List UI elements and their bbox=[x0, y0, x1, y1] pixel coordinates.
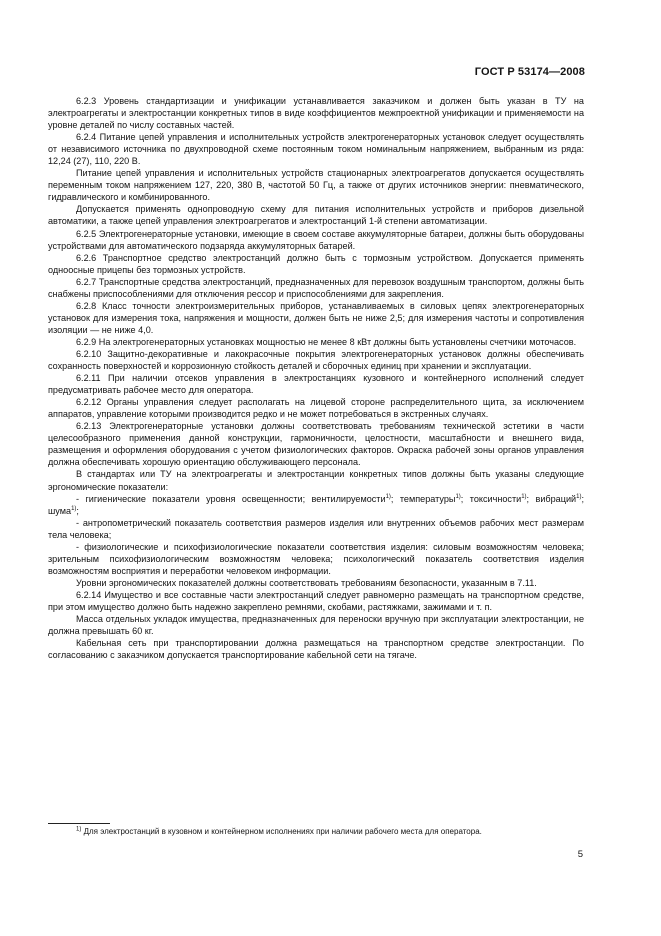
footnote-ref: 1) bbox=[576, 493, 582, 500]
footnote-ref: 1) bbox=[455, 493, 461, 500]
hygienic-text-a: - гигиенические показатели уровня освещенности; вентилируемости bbox=[76, 493, 386, 504]
paragraph-6-2-3: 6.2.3 Уровень стандартизации и унификации устанавливается заказчиком и должен быть указан в ТУ на электроагрегаты и электростанции конкретных типов в виде коэффициентов межпроектной унификации и применяемости на уровне деталей по числу составных частей. bbox=[48, 96, 584, 131]
list-item-hygienic bbox=[48, 493, 584, 517]
paragraph-ergonomic-levels: Уровни эргономических показателей должны соответствовать требованиям безопасности, указанным в 7.11. bbox=[76, 577, 537, 588]
footnote-text: Для электростанций в кузовном и контейнерном исполнениях при наличии рабочего места для оператора. bbox=[81, 827, 482, 836]
list-item-anthropometric: - антропометрический показатель соответствия размеров изделия или внутренних объемов рабочих мест размерам тела человека; bbox=[48, 517, 584, 540]
footnote-divider bbox=[48, 823, 110, 824]
paragraph-6-2-12: 6.2.12 Органы управления следует располагать на лицевой стороне распределительного щита, за исключением аппаратов, управление которыми производится редко и не может потребоваться в экстренных случаях. bbox=[48, 397, 584, 420]
paragraph-6-2-13: 6.2.13 Электрогенераторные установки должны соответствовать требованиям технической эстетики в части целесообразного применения данной конструкции, гармоничности, целостности, масштабности и внешнего вида, размещения и оформления оборудования с учетом физиологических факторов. Окраска рабочей зоны органов управления должна обеспечивать хорошую ориентацию обслуживающего персонала. bbox=[48, 421, 584, 468]
paragraph-ac-power: Питание цепей управления и исполнительных устройств стационарных электроагрегатов допускается осуществлять переменным током напряжением 127, 220, 380 В, частотой 50 Гц, а также от других источников энергии: пневматического, гидравлического и комбинированного. bbox=[48, 168, 584, 203]
document-body bbox=[48, 95, 584, 661]
list-item-physiological: - физиологические и психофизиологические показатели соответствия изделия: силовым возможностям человека; зрительным психофизиологическим возможностям человека; психологический показатель соответствия изделия возможностям восприятия и переработки человеком информации. bbox=[48, 541, 584, 576]
paragraph-single-wire: Допускается применять однопроводную схему для питания исполнительных устройств и приборов дизельной автоматики, а также цепей управления электроагрегатов и электростанций 1-й степени автоматизации. bbox=[48, 204, 584, 227]
paragraph-6-2-10: 6.2.10 Защитно-декоративные и лакокрасочные покрытия электрогенераторных установок должны обеспечивать сохранность поверхностей и коррозионную стойкость деталей и сборочных единиц при хранении и эксплуатации. bbox=[48, 348, 584, 372]
paragraph-6-2-9: 6.2.9 На электрогенераторных установках мощностью не менее 8 кВт должны быть установлены счетчики моточасов. bbox=[76, 336, 577, 347]
paragraph-mass: Масса отдельных укладок имущества, предназначенных для переноски вручную при эксплуатации электростанции, не должна превышать 60 кг. bbox=[48, 614, 584, 637]
footnote bbox=[76, 827, 584, 837]
footnote-ref: 1) bbox=[71, 505, 77, 512]
hygienic-text-c: ; токсичности bbox=[460, 493, 522, 504]
paragraph-6-2-5: 6.2.5 Электрогенераторные установки, имеющие в своем составе аккумуляторные батареи, должны быть оборудованы устройствами для автоматического подзаряда аккумуляторных батарей. bbox=[48, 228, 584, 251]
hygienic-text-b: ; температуры bbox=[390, 493, 456, 504]
hygienic-text-e: ; шума bbox=[48, 493, 584, 516]
standard-header: ГОСТ Р 53174—2008 bbox=[474, 66, 585, 78]
paragraph-6-2-7: 6.2.7 Транспортные средства электростанций, предназначенных для перевозок воздушным транспортом, должны быть снабжены приспособлениями для отключения рессор и приспособлениями для закрепления. bbox=[48, 276, 584, 299]
paragraph-6-2-14: 6.2.14 Имущество и все составные части электростанций следует равномерно размещать на транспортном средстве, при этом имущество должно быть надежно закреплено ремнями, скобами, растяжками, зажимами и т. п. bbox=[48, 589, 584, 612]
paragraph-6-2-8: 6.2.8 Класс точности электроизмерительных приборов, устанавливаемых в силовых цепях электрогенераторных установок для измерения тока, напряжения и мощности, должен быть не ниже 2,5; для измерения частоты и сопротивления изоляции — не ниже 4,0. bbox=[48, 300, 584, 335]
page-number: 5 bbox=[577, 849, 583, 860]
footnote-ref: 1) bbox=[385, 493, 391, 500]
hygienic-text-end: ; bbox=[76, 505, 79, 516]
paragraph-6-2-6: 6.2.6 Транспортное средство электростанций должно быть с тормозным устройством. Допускается применять одноосные прицепы без тормозных устройств. bbox=[48, 252, 584, 275]
paragraph-6-2-4: 6.2.4 Питание цепей управления и исполнительных устройств электрогенераторных установок следует осуществлять от независимого источника по двухпроводной схеме постоянным током номинальным напряжением, выбранным из ряда: 12,24 (27), 110, 220 В. bbox=[48, 132, 584, 167]
paragraph-6-2-11: 6.2.11 При наличии отсеков управления в электростанциях кузовного и контейнерного исполнений следует предусматривать рабочее место для оператора. bbox=[48, 373, 584, 396]
hygienic-text-d: ; вибраций bbox=[526, 493, 577, 504]
footnote-ref: 1) bbox=[521, 493, 527, 500]
footnote-mark: 1) bbox=[76, 826, 82, 833]
paragraph-cable: Кабельная сеть при транспортировании должна размещаться на транспортном средстве электростанции. По согласованию с заказчиком допускается транспортирование кабельной сети на тягаче. bbox=[48, 638, 584, 661]
paragraph-ergonomic-intro: В стандартах или ТУ на электроагрегаты и электростанции конкретных типов должны быть указаны следующие эргономические показатели: bbox=[48, 469, 584, 492]
